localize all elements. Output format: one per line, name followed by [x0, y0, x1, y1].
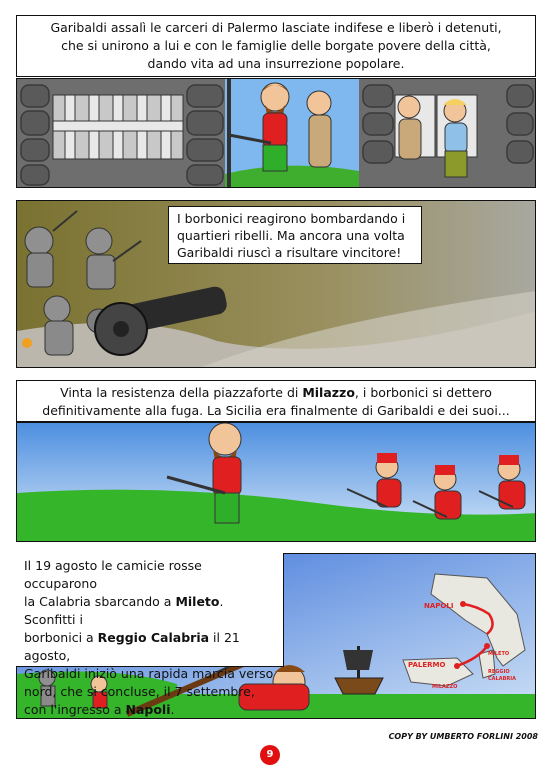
panel4-line: [24, 593, 275, 629]
map-label-reggio: REGGIO CALABRIA: [488, 669, 516, 682]
panel4-text: con l'ingresso a: [24, 702, 126, 717]
flight-scene: [17, 423, 536, 542]
napoli-bold: Napoli: [125, 702, 171, 717]
panel4-text: la Calabria sbarcando a: [24, 594, 176, 609]
panel3-text: Vinta la resistenza della piazzaforte di: [60, 385, 303, 400]
panel1-caption-line: dando vita ad una insurrezione popolare.: [147, 56, 405, 71]
panel1-caption-line: che si unirono a lui e con le famiglie delle borgate povere della città,: [61, 38, 491, 53]
panel2-caption-line: quartieri ribelli. Ma ancora una volta: [177, 228, 405, 243]
panel3-image: [16, 422, 536, 542]
reggio-bold: Reggio Calabria: [97, 630, 210, 645]
panel4-line: [24, 701, 275, 719]
panel4-text: borbonici a: [24, 630, 98, 645]
map-label-napoli: NAPOLI: [424, 602, 454, 610]
panel2-caption-line: I borbonici reagirono bombardando i: [177, 211, 406, 226]
map-label-palermo: PALERMO: [408, 661, 446, 669]
panel4-text: il 21 agosto,: [24, 630, 240, 663]
panel4-caption: [16, 553, 284, 717]
panel3-text: , i borbonici si dettero: [354, 385, 492, 400]
mileto-bold: Mileto: [175, 594, 220, 609]
panel3-caption-line2: definitivamente alla fuga. La Sicilia era finalmente di Garibaldi e dei suoi...: [42, 403, 510, 418]
panel2-caption-line: Garibaldi riuscì a risultare vincitore!: [177, 245, 402, 260]
panel4-line: Garibaldi iniziò una rapida marcia verso: [24, 666, 274, 681]
panel1-caption-line: Garibaldi assalì le carceri di Palermo lasciate indifese e liberò i detenuti,: [50, 20, 502, 35]
panel4-line: Il 19 agosto le camicie rosse occuparono: [24, 558, 202, 591]
copyright-credit: COPY BY UMBERTO FORLINI 2008: [388, 732, 538, 741]
panel2-caption: [168, 206, 422, 264]
map-label-mileto: MILETO: [488, 651, 510, 657]
prisoner-figure: [307, 91, 331, 167]
panel1-caption: [16, 15, 536, 77]
panel4-text: . Sconfitti i: [24, 594, 224, 627]
milazzo-bold: Milazzo: [302, 385, 355, 400]
panel3-caption: [16, 380, 536, 422]
map-label-milazzo: MILAZZO: [432, 684, 458, 690]
prison-scene: [17, 79, 536, 188]
panel3-caption-line1: [25, 384, 527, 402]
panel4-line: nord, che si concluse, il 7 settembre,: [24, 684, 255, 699]
panel4-line: [24, 629, 275, 665]
panel1-image: [16, 78, 536, 188]
panel4-text: .: [170, 702, 175, 717]
page-number-badge: 9: [260, 745, 280, 765]
